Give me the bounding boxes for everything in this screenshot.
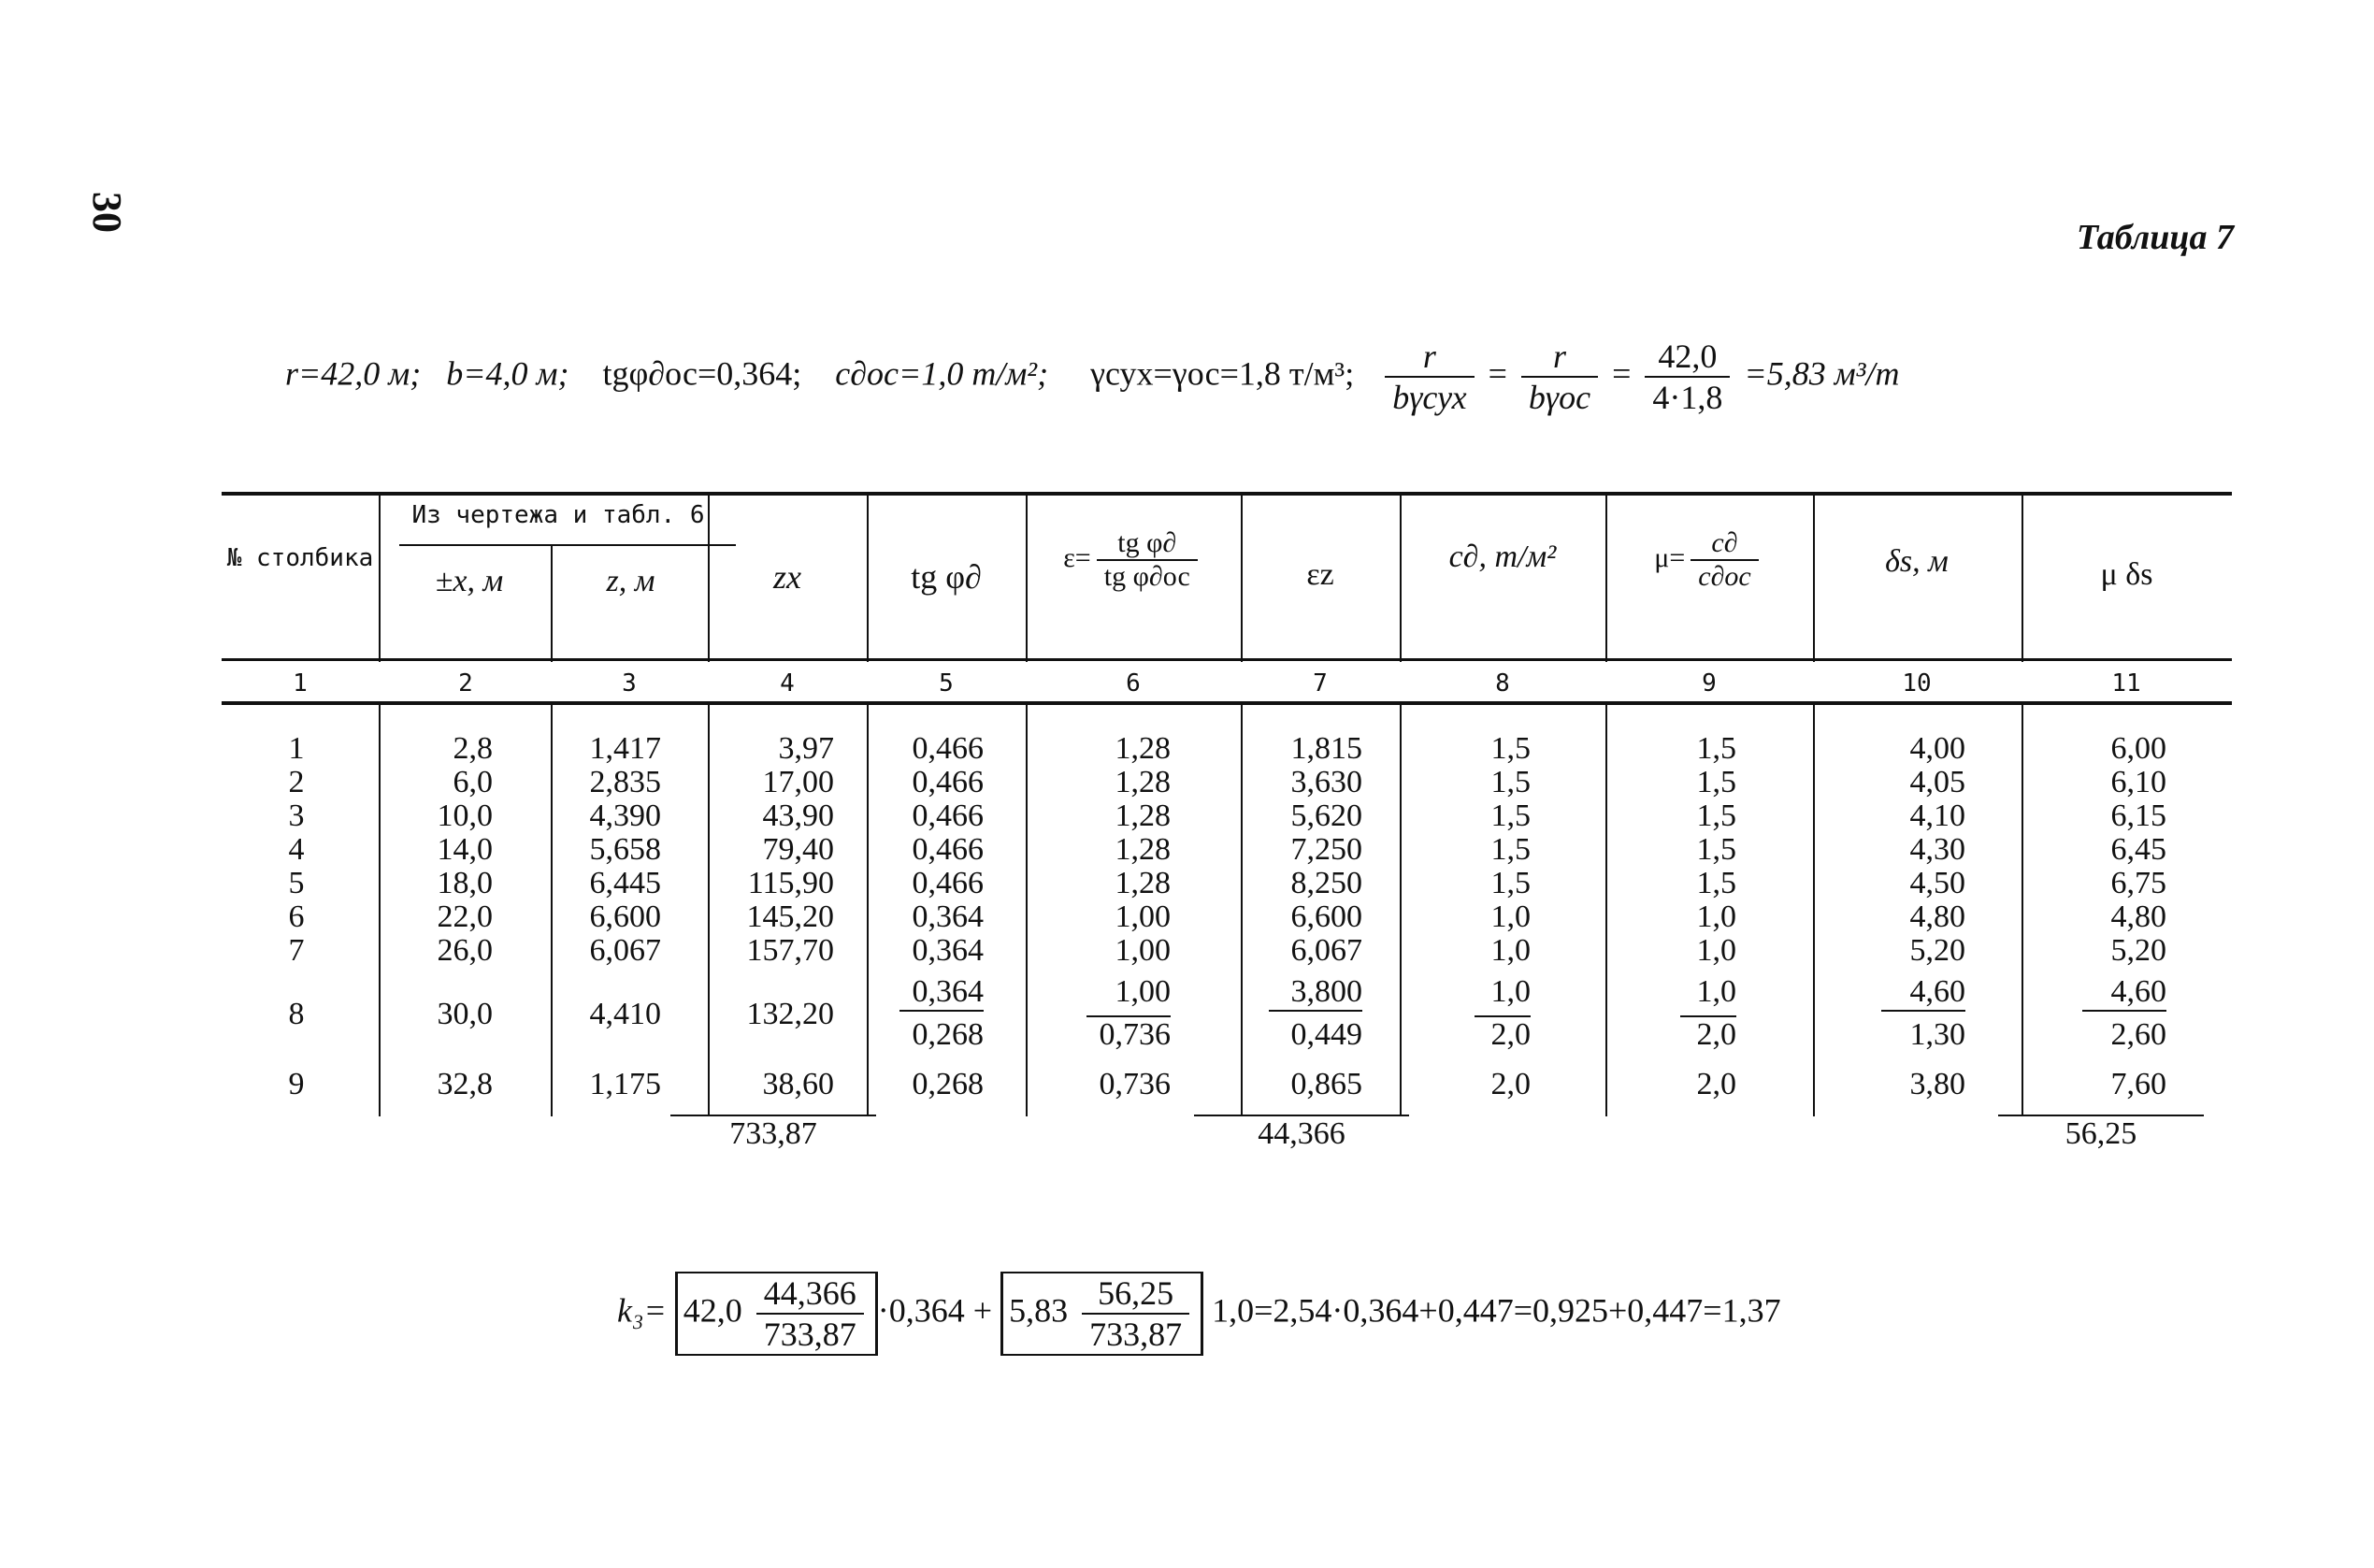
group-header-rule <box>399 544 736 546</box>
cell-zx: 79,40 <box>762 832 834 867</box>
cell-mds: 6,10 <box>2110 765 2166 799</box>
cell-zx: 3,97 <box>778 731 834 766</box>
row8-cell-mds-bot: 2,60 <box>2110 1017 2166 1052</box>
row8-cell-tg-top: 0,364 <box>899 974 984 1012</box>
cell-eps: 1,28 <box>1115 866 1171 900</box>
cell-zx: 17,00 <box>762 765 834 799</box>
col-divider <box>379 492 381 662</box>
cell-x: 26,0 <box>437 933 493 968</box>
cell-mu: 1,5 <box>1696 866 1736 900</box>
cell-n: 9 <box>288 1067 305 1101</box>
param-gamma: γсух=γос=1,8 т/м³; <box>1090 354 1355 393</box>
cell-x: 32,8 <box>437 1067 493 1101</box>
row8-cell-ez-bot: 0,449 <box>1290 1017 1362 1052</box>
row8-cell-eps-top: 1,00 <box>1115 974 1171 1009</box>
cell-c: 1,5 <box>1490 832 1531 867</box>
cell-eps: 1,28 <box>1115 798 1171 833</box>
row8-cell-ez-top: 3,800 <box>1269 974 1362 1012</box>
column-number: 8 <box>1495 669 1510 698</box>
row8-cell-zx: 132,20 <box>746 997 834 1031</box>
cell-tg: 0,364 <box>912 899 984 934</box>
cell-ds: 4,30 <box>1909 832 1965 867</box>
cell-zx: 43,90 <box>762 798 834 833</box>
cell-ds: 4,80 <box>1909 899 1965 934</box>
cell-mu: 1,0 <box>1696 933 1736 968</box>
cell-ez: 1,815 <box>1290 731 1362 766</box>
cell-n: 2 <box>288 765 305 799</box>
col-divider <box>708 703 710 1116</box>
cell-ez: 7,250 <box>1290 832 1362 867</box>
row8-cell-tg-bot: 0,268 <box>912 1017 984 1052</box>
column-number: 2 <box>458 669 473 698</box>
column-number: 4 <box>780 669 795 698</box>
cell-z: 2,835 <box>589 765 661 799</box>
cell-ez: 6,600 <box>1290 899 1362 934</box>
col-divider <box>1026 703 1028 1116</box>
param-c: c∂ос=1,0 т/м²; <box>835 354 1049 393</box>
row8-cell-mu-top: 1,0 <box>1696 974 1736 1009</box>
column-number: 9 <box>1702 669 1717 698</box>
cell-mds: 6,00 <box>2110 731 2166 766</box>
parameters-line <box>285 337 1899 417</box>
cell-ez: 3,630 <box>1290 765 1362 799</box>
cell-c: 1,5 <box>1490 765 1531 799</box>
cell-c: 1,0 <box>1490 933 1531 968</box>
equals-sign: = <box>1612 354 1632 393</box>
cell-zx: 157,70 <box>746 933 834 968</box>
row8-cell-mds-top: 4,60 <box>2082 974 2166 1012</box>
cell-eps: 1,28 <box>1115 731 1171 766</box>
total-zx: 733,87 <box>670 1115 876 1152</box>
cell-ez: 6,067 <box>1290 933 1362 968</box>
formula-bracket-2: 5,83 $\frac{56,25}{733,87}$ <box>1000 1272 1203 1356</box>
col-divider <box>379 703 381 1116</box>
header-tg: tg φ∂ <box>911 558 982 596</box>
cell-c: 1,5 <box>1490 798 1531 833</box>
cell-mu: 1,5 <box>1696 832 1736 867</box>
formula-bracket-1: 42,0 $\frac{44,366}{733,87}$ <box>675 1272 878 1356</box>
cell-ds: 3,80 <box>1909 1067 1965 1101</box>
cell-z: 4,390 <box>589 798 661 833</box>
header-epsilon: ε= $\frac{\text{tg φ∂}}{\text{tg φ∂ос}}$ <box>1026 527 1241 593</box>
column-numbers-bottom-rule <box>222 701 2232 705</box>
column-number: 1 <box>293 669 308 698</box>
cell-mds: 7,60 <box>2110 1067 2166 1101</box>
total-ez: 44,366 <box>1194 1115 1409 1152</box>
cell-c: 2,0 <box>1490 1067 1531 1101</box>
cell-c: 1,5 <box>1490 866 1531 900</box>
fraction-r-bgamma-dry: $\frac{r}{\text{bγсух}}$ <box>1385 337 1474 417</box>
column-number: 6 <box>1126 669 1141 698</box>
header-mu: μ= $\frac{c\partial}{c\partial ос}$ <box>1605 527 1813 593</box>
param-b: b=4,0 м; <box>446 354 569 393</box>
fraction-42-over: $\frac{42,0}{4\cdot 1,8}$ <box>1645 337 1730 417</box>
cell-tg: 0,466 <box>912 731 984 766</box>
cell-z: 1,175 <box>589 1067 661 1101</box>
header-zx: zx <box>773 558 801 596</box>
cell-z: 1,417 <box>589 731 661 766</box>
formula-mid: ·0,364 + <box>877 1291 993 1330</box>
cell-ds: 4,05 <box>1909 765 1965 799</box>
cell-n: 6 <box>288 899 305 934</box>
cell-x: 2,8 <box>453 731 493 766</box>
cell-z: 6,445 <box>589 866 661 900</box>
cell-tg: 0,466 <box>912 798 984 833</box>
cell-ez: 5,620 <box>1290 798 1362 833</box>
cell-mds: 6,45 <box>2110 832 2166 867</box>
col-divider <box>551 703 553 1116</box>
row8-cell-mu-bot: 2,0 <box>1680 1015 1736 1053</box>
cell-ez: 8,250 <box>1290 866 1362 900</box>
cell-mu: 2,0 <box>1696 1067 1736 1101</box>
k3-formula <box>617 1272 1781 1356</box>
row8-cell-c-bot: 2,0 <box>1475 1015 1531 1053</box>
cell-zx: 38,60 <box>762 1067 834 1101</box>
cell-n: 3 <box>288 798 305 833</box>
cell-x: 6,0 <box>453 765 493 799</box>
col-divider <box>1813 703 1815 1116</box>
cell-tg: 0,466 <box>912 866 984 900</box>
header-epsilon-z: εz <box>1306 557 1334 592</box>
cell-eps: 1,28 <box>1115 832 1171 867</box>
total-mds: 56,25 <box>1998 1115 2204 1152</box>
cell-c: 1,5 <box>1490 731 1531 766</box>
cell-n: 7 <box>288 933 305 968</box>
cell-tg: 0,466 <box>912 765 984 799</box>
equals-sign: = <box>1488 354 1507 393</box>
cell-mds: 5,20 <box>2110 933 2166 968</box>
header-group-drawing: Из чертежа и табл. 6 <box>411 501 705 529</box>
col-divider <box>1241 703 1243 1116</box>
col-divider <box>551 546 553 662</box>
cell-mds: 6,75 <box>2110 866 2166 900</box>
cell-mu: 1,5 <box>1696 798 1736 833</box>
cell-tg: 0,364 <box>912 933 984 968</box>
cell-x: 22,0 <box>437 899 493 934</box>
header-column-number: № столбика <box>226 544 374 572</box>
cell-mds: 4,80 <box>2110 899 2166 934</box>
cell-ds: 4,00 <box>1909 731 1965 766</box>
cell-tg: 0,466 <box>912 832 984 867</box>
header-z: z, м <box>606 564 655 598</box>
cell-z: 6,067 <box>589 933 661 968</box>
cell-n: 1 <box>288 731 305 766</box>
column-number: 10 <box>1902 669 1932 698</box>
cell-mds: 6,15 <box>2110 798 2166 833</box>
cell-eps: 1,28 <box>1115 765 1171 799</box>
fraction-r-bgamma-os: $\frac{r}{\text{bγос}}$ <box>1521 337 1598 417</box>
row8-cell-x: 30,0 <box>437 997 493 1031</box>
col-divider <box>2021 703 2023 1116</box>
cell-mu: 1,0 <box>1696 899 1736 934</box>
cell-z: 6,600 <box>589 899 661 934</box>
row8-cell-eps-bot: 0,736 <box>1086 1015 1171 1053</box>
col-divider <box>1400 492 1402 662</box>
cell-tg: 0,268 <box>912 1067 984 1101</box>
row8-cell-c-top: 1,0 <box>1490 974 1531 1009</box>
header-mu-delta-s: μ δs <box>2100 557 2153 592</box>
table-caption: Таблица 7 <box>2076 218 2234 257</box>
row8-cell-ds-top: 4,60 <box>1881 974 1965 1012</box>
cell-ds: 4,10 <box>1909 798 1965 833</box>
cell-ds: 4,50 <box>1909 866 1965 900</box>
cell-z: 5,658 <box>589 832 661 867</box>
param-r: r=42,0 м; <box>285 354 422 393</box>
header-delta-s: δs, м <box>1885 544 1949 579</box>
col-divider <box>1400 703 1402 1116</box>
cell-zx: 115,90 <box>747 866 834 900</box>
cell-c: 1,0 <box>1490 899 1531 934</box>
cell-ez: 0,865 <box>1290 1067 1362 1101</box>
col-divider <box>1605 703 1607 1116</box>
cell-eps: 1,00 <box>1115 933 1171 968</box>
cell-n: 5 <box>288 866 305 900</box>
column-number: 7 <box>1313 669 1328 698</box>
param-result: =5,83 м³/т <box>1744 354 1900 393</box>
column-number: 11 <box>2111 669 2141 698</box>
cell-eps: 0,736 <box>1099 1067 1171 1101</box>
row8-cell-ds-bot: 1,30 <box>1909 1017 1965 1052</box>
table-top-rule <box>222 492 2232 496</box>
formula-lhs: k₃= <box>617 1291 667 1330</box>
param-tg: tgφ∂ос=0,364; <box>602 354 802 393</box>
cell-n: 4 <box>288 832 305 867</box>
row8-cell-z: 4,410 <box>589 997 661 1031</box>
cell-x: 18,0 <box>437 866 493 900</box>
row8-cell-n: 8 <box>288 997 305 1031</box>
header-c: c∂, т/м² <box>1448 539 1557 574</box>
formula-rest: 1,0=2,54·0,364+0,447=0,925+0,447=1,37 <box>1212 1291 1781 1330</box>
header-x: ±x, м <box>435 564 504 598</box>
cell-mu: 1,5 <box>1696 765 1736 799</box>
column-number: 5 <box>939 669 954 698</box>
page-number: 30 <box>84 192 130 233</box>
column-number: 3 <box>622 669 637 698</box>
cell-x: 14,0 <box>437 832 493 867</box>
cell-x: 10,0 <box>437 798 493 833</box>
col-divider <box>867 703 869 1116</box>
header-bottom-rule <box>222 658 2232 661</box>
cell-ds: 5,20 <box>1909 933 1965 968</box>
cell-zx: 145,20 <box>746 899 834 934</box>
cell-eps: 1,00 <box>1115 899 1171 934</box>
cell-mu: 1,5 <box>1696 731 1736 766</box>
